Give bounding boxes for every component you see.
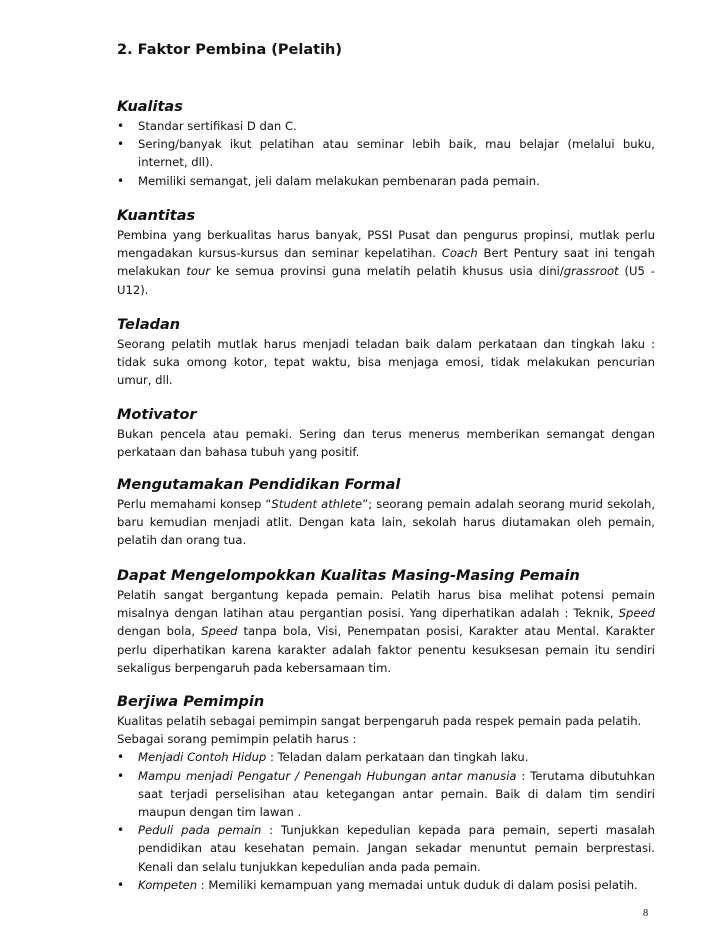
section-teladan (117, 316, 655, 390)
heading-pendidikan-formal: Mengutamakan Pendidikan Formal (117, 477, 401, 493)
heading-kualitas: Kualitas (117, 99, 183, 115)
section-pendidikan-formal (117, 476, 655, 550)
list-item: • Mampu menjadi Pengatur / Penengah Hubungan antar manusia : Terutama dibutuhkan saat terjadi perselisihan atau ketegangan antar pemain. Baik di dalam tim sendiri maupun dengan tim lawan . (117, 767, 655, 822)
heading-motivator: Motivator (117, 407, 197, 423)
section-mengelompokkan (117, 567, 655, 677)
pemimpin-line-1: Kualitas pelatih sebagai pemimpin sangat berpengaruh pada respek pemain pada pelatih. (117, 714, 642, 728)
pemimpin-list (117, 748, 655, 894)
list-item: • Sering/banyak ikut pelatihan atau seminar lebih baik, mau belajar (melalui buku, internet, dll). (117, 135, 655, 171)
list-item: • Peduli pada pemain : Tunjukkan kepedulian kepada para pemain, seperti masalah pendidikan atau kesehatan pemain. Jangan sekadar menuntut pemain berprestasi. Kenali dan selalu tunjukkan kepedulian anda pada pemain. (117, 821, 655, 876)
heading-teladan: Teladan (117, 317, 181, 333)
page-number: 8 (643, 908, 649, 919)
heading-mengelompokkan: Dapat Mengelompokkan Kualitas Masing-Masing Pemain (117, 568, 580, 584)
heading-berjiwa-pemimpin: Berjiwa Pemimpin (117, 694, 265, 710)
list-item: • Kompeten : Memiliki kemampuan yang memadai untuk duduk di dalam posisi pelatih. (117, 876, 655, 894)
section-kuantitas (117, 207, 655, 299)
pendidikan-paragraph: Perlu memahami konsep “Student athlete”; seorang pemain adalah seorang murid sekolah, baru kemudian menjadi atlit. Dengan kata lain, sekolah harus diutamakan oleh pemain, pelatih dan orang tua. (117, 497, 655, 548)
section-motivator (117, 406, 655, 461)
list-item: • Menjadi Contoh Hidup : Teladan dalam perkataan dan tingkah laku. (117, 748, 655, 766)
mengelompokkan-paragraph: Pelatih sangat bergantung kepada pemain. Pelatih harus bisa melihat potensi pemain misalnya dengan latihan atau pergantian posisi. Yang diperhatikan adalah : Teknik, Speed dengan bola, Speed tanpa bola, Visi, Penempatan posisi, Karakter atau Mental. Karakter perlu diperhatikan karena karakter adalah faktor penentu kesuksesan pemain itu sendiri sekaligus berpengaruh pada kebersamaan tim. (117, 588, 655, 675)
kualitas-list (117, 117, 655, 190)
list-item: • Memiliki semangat, jeli dalam melakukan pembenaran pada pemain. (117, 172, 655, 190)
list-item: • Standar sertifikasi D dan C. (117, 117, 655, 135)
heading-kuantitas: Kuantitas (117, 208, 196, 224)
section-berjiwa-pemimpin (117, 693, 655, 894)
teladan-paragraph: Seorang pelatih mutlak harus menjadi teladan baik dalam perkataan dan tingkah laku : tidak suka omong kotor, tepat waktu, bisa menjaga emosi, tidak melakukan pencurian umur, dll. (117, 337, 655, 388)
section-title: 2. Faktor Pembina (Pelatih) (117, 42, 342, 58)
pemimpin-line-2: Sebagai sorang pemimpin pelatih harus : (117, 732, 357, 747)
section-kualitas (117, 98, 655, 190)
kuantitas-paragraph: Pembina yang berkualitas harus banyak, PSSI Pusat dan pengurus propinsi, mutlak perlu mengadakan kursus-kursus dan seminar kepelatihan. Coach Bert Pentury saat ini tengah melakukan tour ke semua provinsi guna melatih pelatih khusus usia dini/grassroot (U5 - U12). (117, 228, 655, 297)
motivator-paragraph: Bukan pencela atau pemaki. Sering dan terus menerus memberikan semangat dengan perkataan dan bahasa tubuh yang positif. (117, 427, 655, 460)
